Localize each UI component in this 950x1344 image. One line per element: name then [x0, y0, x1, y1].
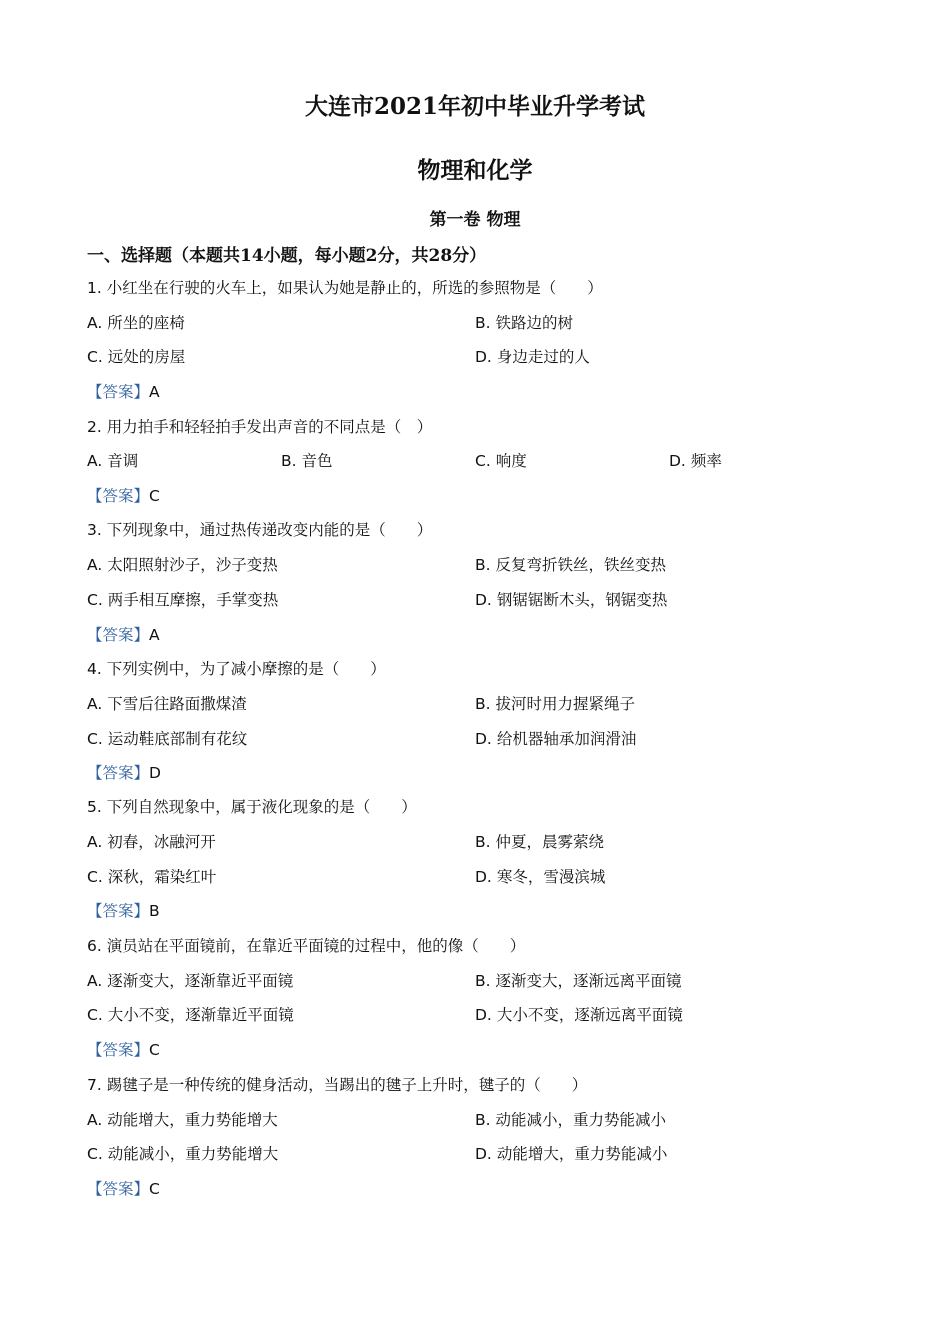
- answer-label: 【答案】: [87, 626, 150, 644]
- option-c: [87, 1004, 294, 1026]
- option-text: 动能减小，重力势能减小: [495, 1111, 667, 1129]
- option-letter: B.: [475, 314, 491, 332]
- answer-label: 【答案】: [87, 1041, 150, 1059]
- option-letter: A.: [87, 314, 103, 332]
- volume-heading: 第一卷 物理: [429, 210, 521, 230]
- option-letter: B.: [475, 695, 491, 713]
- option-text: 逐渐变大，逐渐靠近平面镜: [107, 972, 294, 990]
- option-letter: B.: [475, 556, 491, 574]
- question-number: 2.: [87, 418, 102, 436]
- answer-line: [87, 762, 161, 784]
- question-stem: [87, 277, 603, 299]
- answer-value: C: [149, 1041, 160, 1059]
- option-letter: B.: [475, 1111, 491, 1129]
- option-a: [87, 554, 278, 576]
- option-b: [475, 554, 666, 576]
- option-a: [87, 450, 138, 472]
- option-d: [475, 589, 667, 611]
- answer-line: [87, 1178, 160, 1200]
- option-letter: A.: [87, 452, 103, 470]
- question-text: 踢毽子是一种传统的健身活动，当踢出的毽子上升时，毽子的（ ）: [106, 1076, 588, 1094]
- option-text: 下雪后往路面撒煤渣: [107, 695, 247, 713]
- option-text: 深秋，霜染红叶: [107, 868, 217, 886]
- question-number: 6.: [87, 937, 102, 955]
- option-text: 反复弯折铁丝，铁丝变热: [495, 556, 667, 574]
- option-letter: A.: [87, 556, 103, 574]
- option-d: [475, 346, 590, 368]
- question-stem: [87, 658, 386, 680]
- option-a: [87, 693, 247, 715]
- question-text: 用力拍手和轻轻拍手发出声音的不同点是（ ）: [106, 418, 433, 436]
- option-letter: B.: [475, 972, 491, 990]
- option-letter: B.: [281, 452, 297, 470]
- option-letter: C.: [87, 348, 103, 366]
- question-text: 小红坐在行驶的火车上，如果认为她是静止的，所选的参照物是（ ）: [106, 279, 603, 297]
- answer-label: 【答案】: [87, 487, 150, 505]
- option-letter: A.: [87, 695, 103, 713]
- option-a: [87, 312, 185, 334]
- question-stem: [87, 1074, 587, 1096]
- option-b: [475, 970, 682, 992]
- question-stem: [87, 416, 432, 438]
- answer-value: B: [149, 902, 160, 920]
- option-letter: A.: [87, 972, 103, 990]
- option-text: 太阳照射沙子，沙子变热: [107, 556, 278, 574]
- option-text: 铁路边的树: [495, 314, 574, 332]
- option-text: 动能减小，重力势能增大: [107, 1145, 279, 1163]
- option-text: 给机器轴承加润滑油: [496, 730, 637, 748]
- question-number: 7.: [87, 1076, 102, 1094]
- question-number: 3.: [87, 521, 102, 539]
- exam-title: 大连市2021年初中毕业升学考试: [304, 93, 645, 120]
- question-stem: [87, 796, 417, 818]
- answer-label: 【答案】: [87, 902, 150, 920]
- option-letter: D.: [475, 730, 492, 748]
- section-heading: 一、选择题（本题共14小题，每小题2分，共28分）: [87, 246, 487, 266]
- option-b: [475, 1109, 666, 1131]
- answer-line: [87, 1039, 160, 1061]
- option-text: 音色: [301, 452, 333, 470]
- option-c: [87, 866, 216, 888]
- option-text: 响度: [495, 452, 527, 470]
- option-text: 远处的房屋: [107, 348, 186, 366]
- option-b: [475, 831, 604, 853]
- option-d: [475, 1143, 667, 1165]
- option-letter: A.: [87, 1111, 103, 1129]
- option-c: [475, 450, 527, 472]
- question-text: 下列自然现象中，属于液化现象的是（ ）: [106, 798, 417, 816]
- option-d: [475, 728, 636, 750]
- option-letter: C.: [87, 591, 103, 609]
- option-letter: D.: [475, 591, 492, 609]
- option-text: 动能增大，重力势能增大: [107, 1111, 278, 1129]
- option-letter: D.: [475, 348, 492, 366]
- answer-line: [87, 900, 160, 922]
- option-a: [87, 970, 293, 992]
- answer-value: D: [149, 764, 161, 782]
- answer-line: [87, 485, 160, 507]
- option-text: 大小不变，逐渐靠近平面镜: [107, 1006, 294, 1024]
- option-a: [87, 1109, 278, 1131]
- question-stem: [87, 935, 525, 957]
- option-b: [281, 450, 333, 472]
- option-d: [669, 450, 722, 472]
- option-text: 寒冬，雪漫滨城: [496, 868, 606, 886]
- option-text: 音调: [107, 452, 139, 470]
- option-c: [87, 589, 278, 611]
- option-text: 仲夏，晨雾萦绕: [495, 833, 605, 851]
- question-text: 下列现象中，通过热传递改变内能的是（ ）: [106, 521, 433, 539]
- question-number: 1.: [87, 279, 102, 297]
- option-text: 所坐的座椅: [107, 314, 185, 332]
- answer-label: 【答案】: [87, 1180, 150, 1198]
- answer-label: 【答案】: [87, 764, 150, 782]
- option-d: [475, 1004, 683, 1026]
- option-d: [475, 866, 605, 888]
- question-text: 下列实例中，为了减小摩擦的是（ ）: [106, 660, 386, 678]
- option-letter: C.: [475, 452, 491, 470]
- option-letter: B.: [475, 833, 491, 851]
- option-text: 逐渐变大，逐渐远离平面镜: [495, 972, 682, 990]
- option-letter: D.: [669, 452, 686, 470]
- question-number: 4.: [87, 660, 102, 678]
- option-letter: C.: [87, 868, 103, 886]
- answer-value: A: [149, 383, 160, 401]
- option-text: 拔河时用力握紧绳子: [495, 695, 636, 713]
- question-text: 演员站在平面镜前，在靠近平面镜的过程中，他的像（ ）: [106, 937, 526, 955]
- option-a: [87, 831, 216, 853]
- option-text: 动能增大，重力势能减小: [496, 1145, 668, 1163]
- option-letter: D.: [475, 1145, 492, 1163]
- option-text: 钢锯锯断木头，钢锯变热: [496, 591, 668, 609]
- option-text: 频率: [690, 452, 722, 470]
- option-c: [87, 1143, 278, 1165]
- answer-line: [87, 624, 160, 646]
- answer-line: [87, 381, 160, 403]
- option-letter: D.: [475, 1006, 492, 1024]
- option-letter: C.: [87, 1006, 103, 1024]
- answer-value: A: [149, 626, 160, 644]
- answer-label: 【答案】: [87, 383, 150, 401]
- question-number: 5.: [87, 798, 102, 816]
- question-stem: [87, 519, 432, 541]
- answer-value: C: [149, 487, 160, 505]
- option-text: 大小不变，逐渐远离平面镜: [496, 1006, 683, 1024]
- option-text: 两手相互摩擦，手掌变热: [107, 591, 279, 609]
- option-letter: A.: [87, 833, 103, 851]
- answer-value: C: [149, 1180, 160, 1198]
- option-letter: C.: [87, 730, 103, 748]
- option-b: [475, 312, 573, 334]
- option-c: [87, 728, 247, 750]
- option-text: 运动鞋底部制有花纹: [107, 730, 248, 748]
- exam-subtitle: 物理和化学: [417, 157, 533, 184]
- option-text: 初春，冰融河开: [107, 833, 216, 851]
- option-letter: C.: [87, 1145, 103, 1163]
- option-letter: D.: [475, 868, 492, 886]
- option-b: [475, 693, 635, 715]
- option-text: 身边走过的人: [496, 348, 590, 366]
- option-c: [87, 346, 185, 368]
